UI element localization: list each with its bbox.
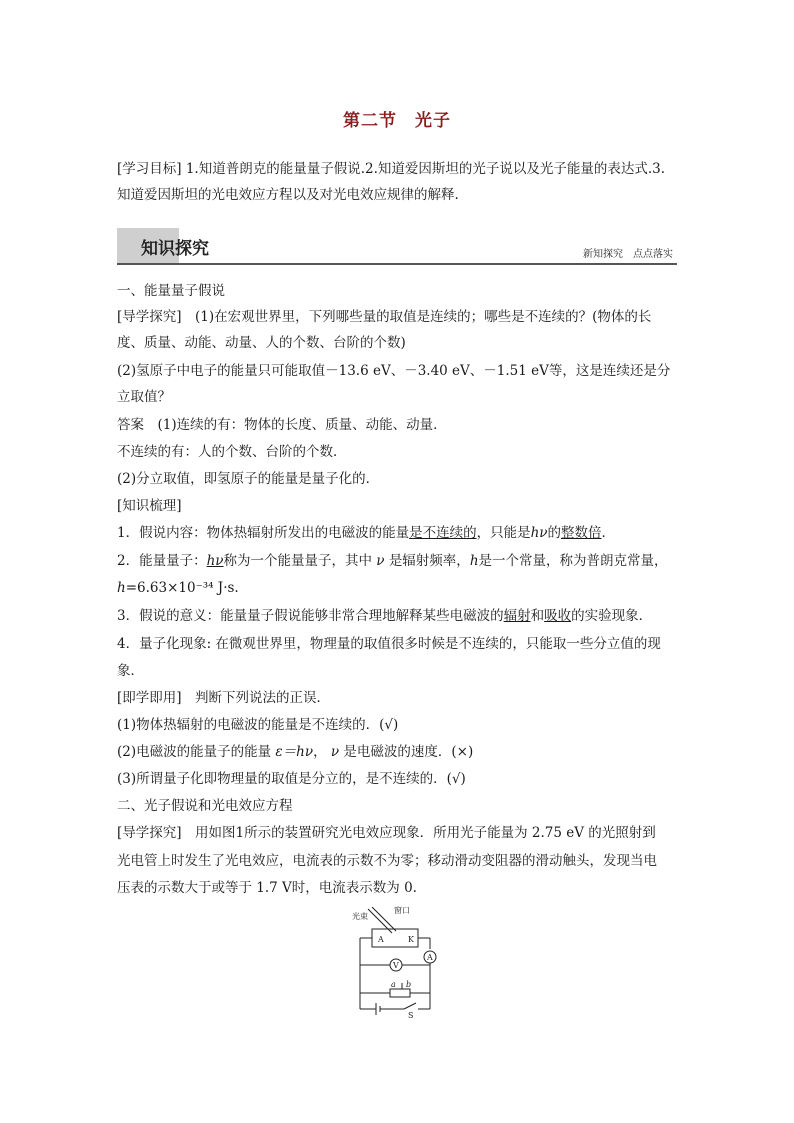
k3-answer-radiation: 辐射: [503, 608, 531, 624]
apply-heading: [即学即用] 判断下列说法的正误．: [117, 690, 331, 706]
rheostat: [390, 989, 410, 997]
page-title: 第二节 光子: [343, 111, 451, 131]
section-2-heading: 二、光子假说和光电效应方程: [117, 798, 293, 814]
k1-h-nu: hν: [530, 525, 548, 541]
k2-text-g: 是一个常量，称为普朗克常量，: [478, 553, 668, 569]
k1-text-g: ．: [601, 525, 615, 541]
k1-text-c: ，只能是: [476, 525, 531, 541]
knowledge-item-4-line-1: 4．量子化现象: 在微观世界里，物理量的取值很多时候是不连续的，只能取一些分立值的现: [117, 636, 661, 652]
k1-text-a: 1．假说内容：物体热辐射所发出的电磁波的能量: [117, 525, 410, 541]
label-window: 窗口: [394, 906, 410, 915]
answer-line-3: (2)分立取值，即氢原子的能量是量子化的．: [117, 471, 380, 487]
k2-text-e: 是辐射频率，: [388, 553, 470, 569]
learning-objectives: [学习目标] 1.知道普朗克的能量量子假说.2.知道爱因斯坦的光子说以及光子能量的表达式.3.知道爱因斯坦的光电效应方程以及对光电效应规律的解释.: [117, 161, 666, 203]
label-anode: A: [378, 935, 384, 944]
k2-text-c: 称为一个能量量子，其中: [223, 553, 372, 569]
j2-text-e: 是电磁波的速度．(×): [343, 744, 474, 760]
explore-2-line-3: 压表的示数大于或等于 1.7 V时，电流表示数为 0.: [117, 880, 417, 896]
explore-1-line-2: 度、质量、动能、动量、人的个数、台阶的个数): [117, 335, 406, 351]
answer-line-2: 不连续的有：人的个数、台阶的个数．: [117, 444, 347, 460]
k2-h: h: [469, 553, 479, 569]
knowledge-item-1: [117, 520, 682, 546]
judge-item-1: (1)物体热辐射的电磁波的能量是不连续的．(√): [117, 717, 399, 733]
k3-text-e: 的实验现象．: [571, 608, 653, 624]
knowledge-item-3: [117, 603, 682, 629]
k3-answer-absorption: 吸收: [544, 608, 572, 624]
knowledge-item-2-cont: [117, 575, 682, 601]
label-light-beam: 光束: [352, 912, 368, 921]
j2-nu: ν: [330, 744, 340, 760]
j2-text-c: ，: [313, 744, 327, 760]
explore-1-line-1: [导学探究] (1)在宏观世界里，下列哪些量的取值是连续的；哪些是不连续的？(物体的长: [117, 309, 652, 325]
section-banner: [117, 228, 677, 264]
light-beam-line-2: [372, 907, 396, 931]
j2-formula: ε＝hν: [275, 744, 314, 760]
explore-2-line-2: 光电管上时发生了光电效应，电流表的示数不为零；移动滑动变阻器的滑动触头，发现当电: [117, 853, 657, 869]
banner-title: 知识探究: [141, 239, 209, 259]
banner-rule: [117, 263, 677, 265]
explore-1-line-4: 立取值？: [117, 389, 171, 405]
label-ammeter: A: [427, 953, 433, 962]
j2-text-a: (2)电磁波的能量子的能量: [117, 744, 272, 760]
judge-item-2: [117, 739, 682, 765]
photoelectric-circuit-figure: [350, 905, 450, 1020]
label-cathode: K: [408, 935, 414, 944]
switch: [404, 1003, 416, 1009]
k2-planck-value: =6.63×10⁻³⁴ J·s.: [125, 580, 239, 596]
k2-answer-h-nu: hν: [206, 553, 224, 569]
explore-2-line-1: [导学探究] 用如图1所示的装置研究光电效应现象．所用光子能量为 2.75 eV 的光照射到: [117, 825, 656, 841]
k2-nu: ν: [376, 553, 385, 569]
label-switch: S: [408, 1011, 414, 1020]
knowledge-item-4-line-2: 象．: [117, 663, 144, 679]
explore-1-line-3: (2)氢原子中电子的能量只可能取值－13.6 eV、－3.40 eV、－1.51 eV等，这是连续还是分: [117, 363, 671, 379]
knowledge-heading: [知识梳理]: [117, 498, 182, 514]
banner-subtitle: 新知探究 点点落实: [583, 249, 673, 260]
k1-answer-discontinuous: 是不连续的: [409, 525, 477, 541]
k2-h-symbol: h: [117, 580, 126, 596]
answer-line-1: 答案 (1)连续的有：物体的长度、质量、动能、动量．: [117, 417, 447, 433]
label-b: b: [406, 980, 412, 989]
label-voltmeter: V: [393, 961, 399, 970]
label-a: a: [391, 980, 396, 989]
section-1-heading: 一、能量量子假说: [117, 283, 225, 299]
k1-text-e: 的: [547, 525, 561, 541]
k3-text-c: 和: [530, 608, 545, 624]
judge-item-3: (3)所谓量子化即物理量的取值是分立的，是不连续的．(√): [117, 771, 466, 787]
k1-answer-integer-multiple: 整数倍: [561, 525, 602, 541]
k2-text-a: 2．能量量子：: [117, 553, 207, 569]
k3-text-a: 3．假说的意义：能量量子假说能够非常合理地解释某些电磁波的: [117, 608, 504, 624]
knowledge-item-2: [117, 548, 682, 574]
